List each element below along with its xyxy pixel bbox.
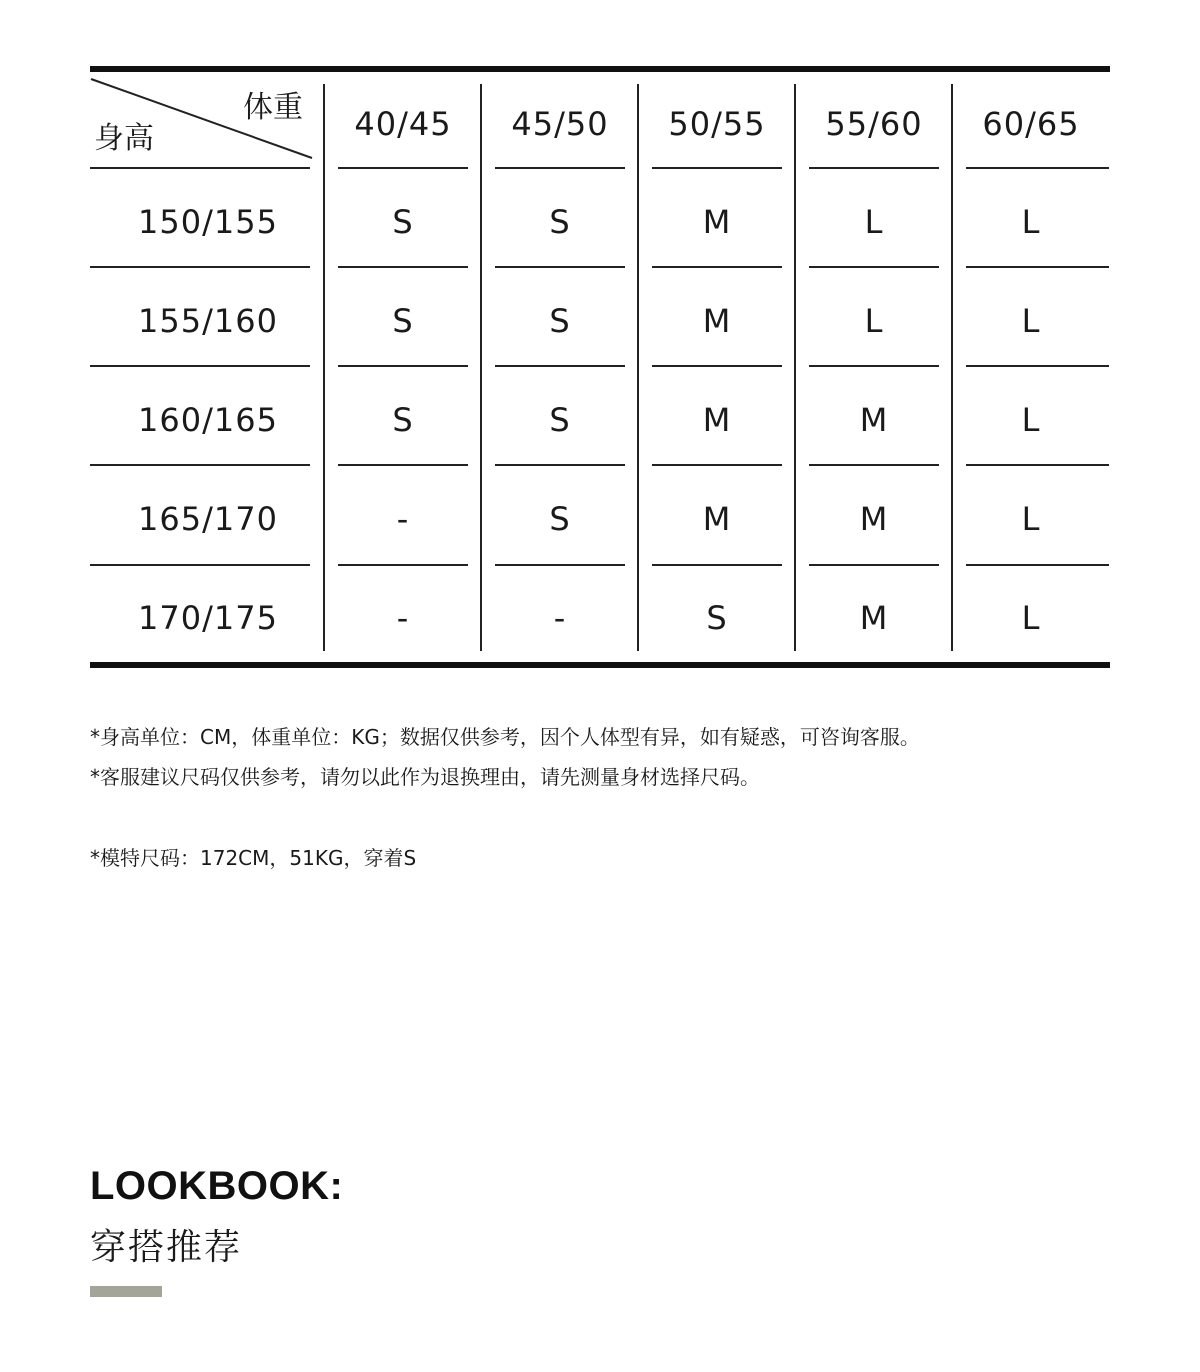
size-cell: S bbox=[549, 203, 571, 241]
row-divider bbox=[966, 365, 1109, 367]
size-cell: L bbox=[1021, 401, 1041, 439]
row-divider bbox=[90, 266, 310, 268]
units-note: *身高单位：CM，体重单位：KG；数据仅供参考，因个人体型有异，如有疑惑，可咨询客服。 bbox=[90, 725, 920, 749]
advice-note: *客服建议尺码仅供参考，请勿以此作为退换理由，请先测量身材选择尺码。 bbox=[90, 765, 760, 789]
row-divider bbox=[495, 564, 625, 566]
row-divider bbox=[338, 564, 468, 566]
size-cell: M bbox=[859, 401, 889, 439]
size-cell: S bbox=[549, 500, 571, 538]
row-divider bbox=[966, 266, 1109, 268]
corner-weight-label: 体重 bbox=[243, 90, 303, 125]
row-divider bbox=[90, 365, 310, 367]
row-divider bbox=[966, 564, 1109, 566]
column-divider bbox=[951, 84, 953, 651]
lookbook-subtitle: 穿搭推荐 bbox=[90, 1227, 243, 1268]
size-cell: L bbox=[1021, 599, 1041, 637]
model-size-note: *模特尺码：172CM，51KG，穿着S bbox=[90, 846, 417, 870]
row-divider bbox=[652, 564, 782, 566]
weight-header: 50/55 bbox=[668, 105, 766, 143]
row-divider bbox=[809, 167, 939, 169]
row-divider bbox=[652, 464, 782, 466]
size-cell: L bbox=[1021, 500, 1041, 538]
size-cell: S bbox=[549, 302, 571, 340]
size-cell: M bbox=[702, 203, 732, 241]
size-cell: - bbox=[553, 599, 567, 637]
row-divider bbox=[90, 464, 310, 466]
row-divider bbox=[652, 266, 782, 268]
row-divider bbox=[338, 365, 468, 367]
row-divider bbox=[966, 464, 1109, 466]
height-label: 150/155 bbox=[138, 203, 278, 241]
size-cell: S bbox=[706, 599, 728, 637]
height-label: 165/170 bbox=[138, 500, 278, 538]
height-label: 155/160 bbox=[138, 302, 278, 340]
row-divider bbox=[495, 167, 625, 169]
column-divider bbox=[480, 84, 482, 651]
row-divider bbox=[338, 167, 468, 169]
weight-header: 55/60 bbox=[825, 105, 923, 143]
size-cell: S bbox=[392, 203, 414, 241]
size-cell: M bbox=[702, 302, 732, 340]
lookbook-accent-bar bbox=[90, 1286, 162, 1297]
size-cell: M bbox=[859, 500, 889, 538]
column-divider bbox=[323, 84, 325, 651]
row-divider bbox=[90, 167, 310, 169]
size-cell: L bbox=[864, 203, 884, 241]
size-cell: L bbox=[864, 302, 884, 340]
row-divider bbox=[809, 564, 939, 566]
height-label: 160/165 bbox=[138, 401, 278, 439]
size-cell: L bbox=[1021, 302, 1041, 340]
size-cell: M bbox=[702, 500, 732, 538]
row-divider bbox=[809, 266, 939, 268]
size-cell: S bbox=[392, 401, 414, 439]
size-cell: M bbox=[702, 401, 732, 439]
corner-height-label: 身高 bbox=[94, 121, 154, 156]
size-cell: S bbox=[392, 302, 414, 340]
size-cell: L bbox=[1021, 203, 1041, 241]
row-divider bbox=[652, 167, 782, 169]
weight-header: 60/65 bbox=[982, 105, 1080, 143]
row-divider bbox=[338, 464, 468, 466]
row-divider bbox=[495, 464, 625, 466]
column-divider bbox=[794, 84, 796, 651]
lookbook-title: LOOKBOOK: bbox=[90, 1164, 344, 1208]
size-cell: M bbox=[859, 599, 889, 637]
row-divider bbox=[809, 464, 939, 466]
row-divider bbox=[809, 365, 939, 367]
weight-header: 45/50 bbox=[511, 105, 609, 143]
column-divider bbox=[637, 84, 639, 651]
height-label: 170/175 bbox=[138, 599, 278, 637]
row-divider bbox=[495, 365, 625, 367]
size-cell: - bbox=[396, 500, 410, 538]
row-divider bbox=[652, 365, 782, 367]
row-divider bbox=[966, 167, 1109, 169]
row-divider bbox=[495, 266, 625, 268]
weight-header: 40/45 bbox=[354, 105, 452, 143]
table-bottom-rule bbox=[90, 662, 1110, 668]
size-cell: - bbox=[396, 599, 410, 637]
row-divider bbox=[90, 564, 310, 566]
size-cell: S bbox=[549, 401, 571, 439]
table-top-rule bbox=[90, 66, 1110, 72]
row-divider bbox=[338, 266, 468, 268]
